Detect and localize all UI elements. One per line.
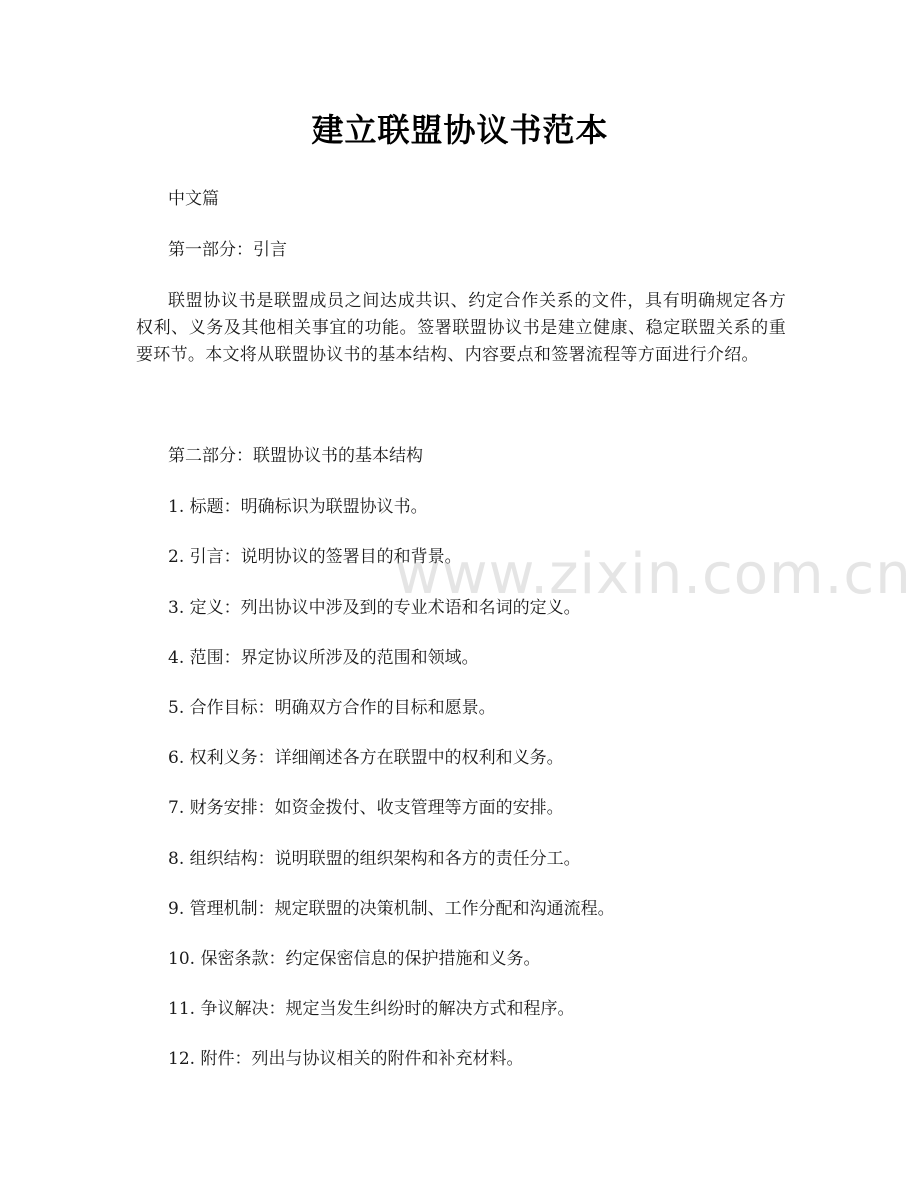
watermark: www.zixin.com.cn xyxy=(395,542,912,607)
part2-heading: 第二部分：联盟协议书的基本结构 xyxy=(168,446,423,466)
list-item: 12. 附件：列出与协议相关的附件和补充材料。 xyxy=(168,1049,524,1069)
list-item: 9. 管理机制：规定联盟的决策机制、工作分配和沟通流程。 xyxy=(168,899,615,919)
part1-heading: 第一部分：引言 xyxy=(168,240,287,260)
list-item: 1. 标题：明确标识为联盟协议书。 xyxy=(168,497,428,517)
list-item: 4. 范围：界定协议所涉及的范围和领域。 xyxy=(168,648,479,668)
list-item: 11. 争议解决：规定当发生纠纷时的解决方式和程序。 xyxy=(168,999,575,1019)
list-item: 3. 定义：列出协议中涉及到的专业术语和名词的定义。 xyxy=(168,598,581,618)
list-item: 7. 财务安排：如资金拨付、收支管理等方面的安排。 xyxy=(168,798,564,818)
list-item: 6. 权利义务：详细阐述各方在联盟中的权利和义务。 xyxy=(168,748,564,768)
section-label: 中文篇 xyxy=(168,189,219,209)
list-item: 5. 合作目标：明确双方合作的目标和愿景。 xyxy=(168,698,496,718)
list-item: 2. 引言：说明协议的签署目的和背景。 xyxy=(168,547,462,567)
intro-paragraph: 联盟协议书是联盟成员之间达成共识、约定合作关系的文件，具有明确规定各方权利、义务及其他相关事宜的功能。签署联盟协议书是建立健康、稳定联盟关系的重要环节。本文将从联盟协议书的基本结构、内容要点和签署流程等方面进行介绍。 xyxy=(136,291,786,365)
list-item: 8. 组织结构：说明联盟的组织架构和各方的责任分工。 xyxy=(168,849,581,869)
document-title: 建立联盟协议书范本 xyxy=(311,111,609,149)
list-item: 10. 保密条款：约定保密信息的保护措施和义务。 xyxy=(168,949,541,969)
